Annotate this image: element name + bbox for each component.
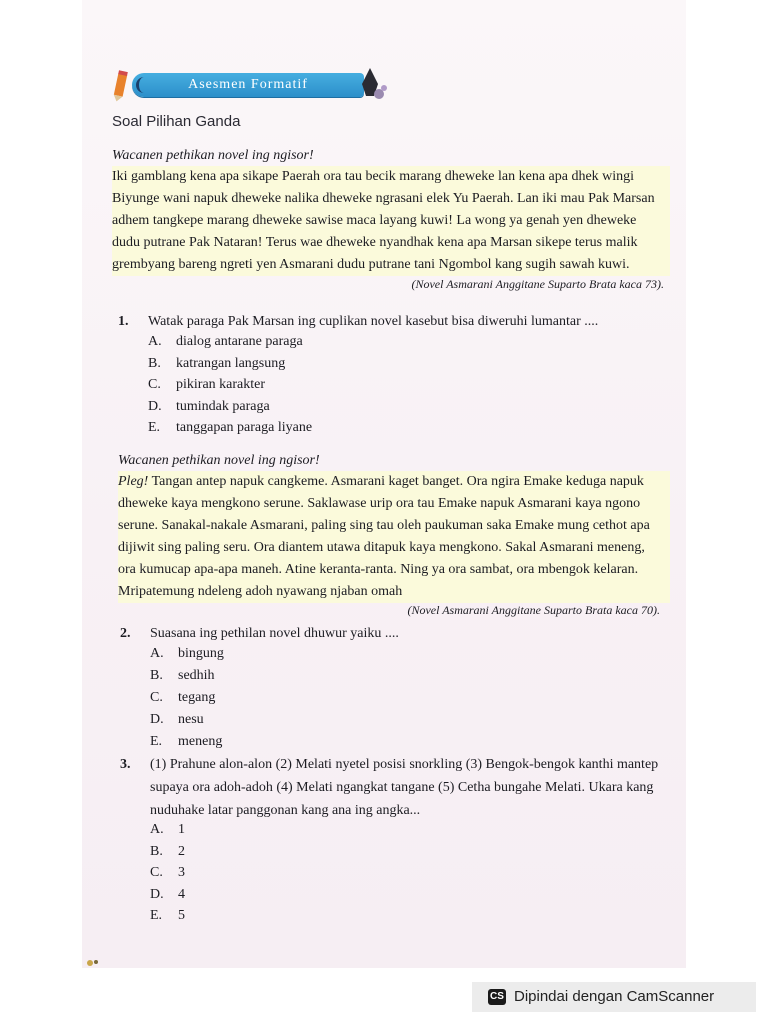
option-a bbox=[150, 819, 185, 841]
question-stem-line: nuduhake latar panggonan kang ana ing angka... bbox=[150, 803, 421, 818]
section-banner bbox=[108, 66, 388, 102]
question-stem-line: (1) Prahune alon-alon (2) Melati nyetel posisi snorkling (3) Bengok-bengok kanthi mantep bbox=[150, 757, 659, 772]
option-a bbox=[148, 331, 303, 353]
option-a bbox=[150, 643, 224, 665]
passage-1-citation: (Novel Asmarani Anggitane Suparto Brata kaca 73). bbox=[411, 277, 664, 291]
option-c bbox=[150, 862, 185, 884]
option-d bbox=[150, 709, 204, 731]
question-number: 2. bbox=[120, 626, 131, 641]
option-b bbox=[150, 665, 215, 687]
option-text: tegang bbox=[178, 690, 216, 705]
camscanner-logo-icon: CS bbox=[488, 989, 506, 1005]
option-text: pikiran karakter bbox=[176, 377, 266, 392]
option-text: 4 bbox=[178, 887, 185, 902]
option-letter: E. bbox=[148, 420, 161, 435]
option-letter: D. bbox=[148, 399, 162, 414]
passage-line: dheweke kaya mengkono serune. Saklawase urip ora tau Emake napuk Asmarani kaya ngono bbox=[118, 496, 641, 511]
option-text: nesu bbox=[178, 712, 204, 727]
question-1 bbox=[118, 311, 678, 441]
option-text: 3 bbox=[178, 865, 185, 880]
option-text: bingung bbox=[178, 646, 224, 661]
passage-line: Mripatemung ndeleng adoh nyawang njaban omah bbox=[118, 584, 403, 599]
question-stem: Watak paraga Pak Marsan ing cuplikan novel kasebut bisa diweruhi lumantar .... bbox=[148, 314, 599, 329]
option-letter: C. bbox=[150, 690, 163, 705]
option-e bbox=[148, 417, 312, 439]
banner-label: Asesmen Formatif bbox=[188, 77, 308, 92]
option-letter: B. bbox=[150, 668, 163, 683]
option-letter: A. bbox=[150, 646, 164, 661]
option-c bbox=[148, 374, 265, 396]
passage-line: dijiwit sing paling seru. Ora diantem utawa ditapuk kaya mengkono. Sakal Asmarani meneng, bbox=[118, 540, 645, 555]
passage-line: grembyang bareng ngreti yen Asmarani dudu putrane tani Ngombol kang sugih sawah kuwi. bbox=[112, 257, 630, 272]
option-c bbox=[150, 687, 215, 709]
passage-line: Biyunge wani napuk dheweke nalika dheweke ngrasani elek Yu Paerah. Lan iki mau Pak Marsan bbox=[112, 191, 655, 206]
question-3 bbox=[120, 754, 680, 934]
passage-line: serune. Sanakal-nakale Asmarani, paling sing tau oleh paukuman saka Emake mung cethot apa bbox=[118, 518, 650, 533]
passage-line: Iki gamblang kena apa sikape Paerah ora tau becik marang dheweke lan kena apa dhek wingi bbox=[112, 169, 635, 184]
passage-1 bbox=[112, 166, 670, 276]
question-stem bbox=[150, 754, 670, 823]
option-text: dialog antarane paraga bbox=[176, 334, 303, 349]
option-text: katrangan langsung bbox=[176, 356, 286, 371]
option-text: tumindak paraga bbox=[176, 399, 270, 414]
question-2 bbox=[120, 623, 680, 753]
option-letter: B. bbox=[148, 356, 161, 371]
passage-2-citation: (Novel Asmarani Anggitane Suparto Brata kaca 70). bbox=[407, 603, 660, 617]
option-letter: D. bbox=[150, 712, 164, 727]
passage-1-instruction: Wacanen pethikan novel ing ngisor! bbox=[112, 148, 314, 163]
pencil-icon bbox=[112, 68, 130, 102]
option-d bbox=[148, 396, 270, 418]
passage-line: adhem tangkepe marang dheweke sawise maca layang kuwi! La wong ya genah yen dheweke bbox=[112, 213, 637, 228]
option-letter: A. bbox=[150, 822, 164, 837]
option-b bbox=[148, 353, 285, 375]
option-letter: E. bbox=[150, 734, 163, 749]
question-number: 1. bbox=[118, 314, 129, 329]
option-letter: C. bbox=[150, 865, 163, 880]
passage-2-instruction: Wacanen pethikan novel ing ngisor! bbox=[118, 453, 320, 468]
pen-nib-icon bbox=[354, 66, 390, 102]
passage-lead-word: Pleg! bbox=[118, 474, 149, 489]
question-number: 3. bbox=[120, 757, 131, 772]
passage-2 bbox=[118, 471, 670, 603]
option-text: 1 bbox=[178, 822, 185, 837]
question-stem: Suasana ing pethilan novel dhuwur yaiku .... bbox=[150, 626, 399, 641]
passage-line: ora kumucap apa-apa maneh. Atine keranta-ranta. Ning ya ora sambat, ora mbengok kelaran. bbox=[118, 562, 639, 577]
option-text: meneng bbox=[178, 734, 223, 749]
option-letter: C. bbox=[148, 377, 161, 392]
option-letter: A. bbox=[148, 334, 162, 349]
option-d bbox=[150, 884, 185, 906]
passage-line bbox=[118, 471, 670, 493]
option-text: 2 bbox=[178, 844, 185, 859]
scanner-text: Dipindai dengan CamScanner bbox=[514, 988, 715, 1005]
passage-line-text: Tangan antep napuk cangkeme. Asmarani kaget banget. Ora ngira Emake keduga napuk bbox=[148, 474, 644, 489]
option-e bbox=[150, 905, 185, 927]
option-text: 5 bbox=[178, 908, 185, 923]
option-letter: E. bbox=[150, 908, 163, 923]
decorative-flower-icon bbox=[84, 956, 104, 970]
section-title: Soal Pilihan Ganda bbox=[112, 113, 241, 130]
option-text: tanggapan paraga liyane bbox=[176, 420, 313, 435]
option-letter: B. bbox=[150, 844, 163, 859]
option-letter: D. bbox=[150, 887, 164, 902]
passage-line: dudu putrane Pak Nataran! Terus wae dheweke nyandhak kena apa Marsan sikepe terus malik bbox=[112, 235, 638, 250]
option-b bbox=[150, 841, 185, 863]
scanner-watermark bbox=[472, 982, 756, 1012]
option-e bbox=[150, 731, 222, 753]
question-stem-line: supaya ora adoh-adoh (4) Melati ngangkat tangane (5) Cetha bungahe Melati. Ukara kang bbox=[150, 780, 654, 795]
option-text: sedhih bbox=[178, 668, 215, 683]
